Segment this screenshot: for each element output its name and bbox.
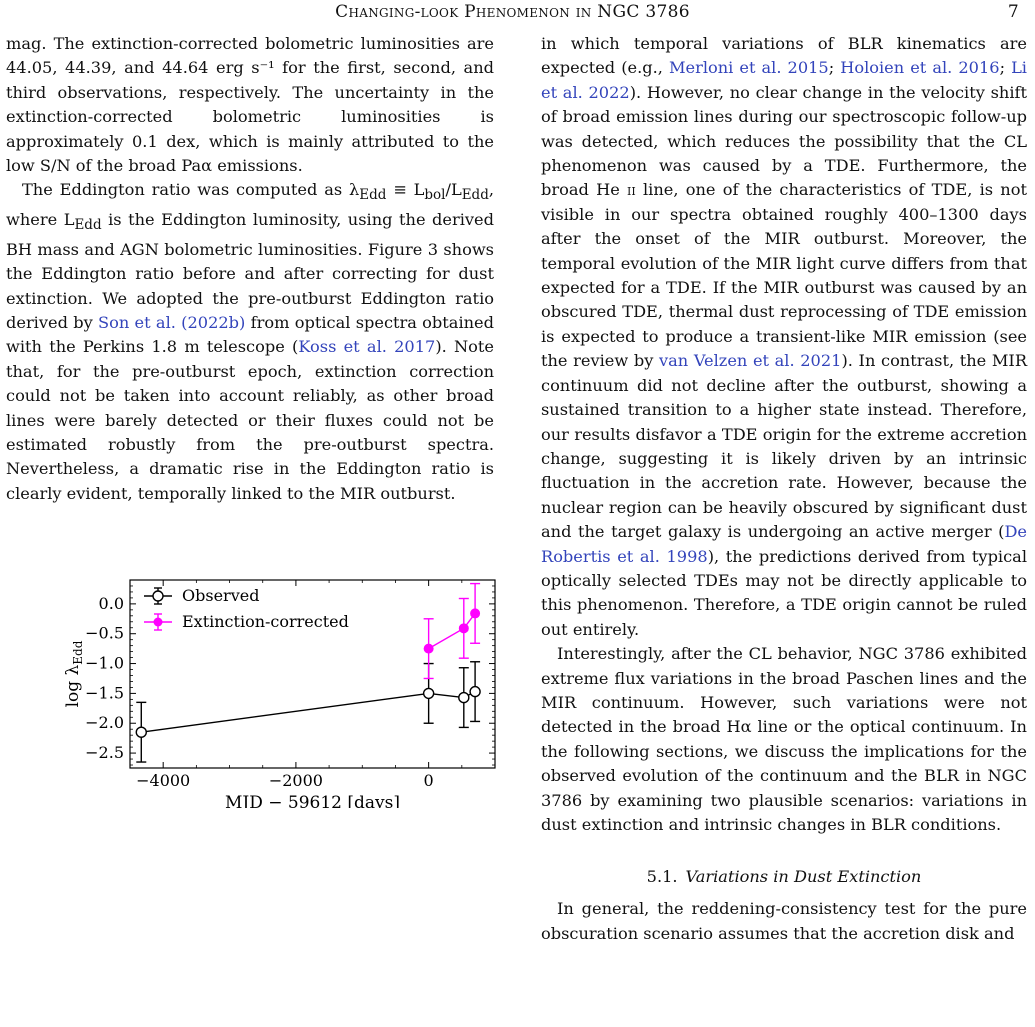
right-column — [541, 32, 1027, 946]
legend-label: Observed — [182, 586, 260, 605]
running-title: Changing-look Phenomenon in NGC 3786 — [335, 2, 690, 22]
x-tick-label: −4000 — [136, 771, 191, 790]
running-header — [6, 2, 1019, 26]
left-paragraph-2 — [6, 178, 494, 506]
data-point — [470, 687, 480, 697]
y-axis-label-subscript: Edd — [71, 640, 85, 665]
subscript: Edd — [74, 217, 102, 234]
section-number: 5.1. — [646, 867, 678, 887]
figure-eddington-ratio — [30, 568, 500, 808]
data-point — [459, 624, 468, 633]
text-span: is the Eddington luminosity, using the derived BH mass and AGN bolometric luminosities. Figure 3 shows the Eddington ratio before and after correcting for dust extinction. We adopted the pre-outburst Eddington ratio derived by — [6, 210, 494, 332]
subscript: Edd — [359, 187, 387, 204]
citation-link[interactable]: De Robertis et al. 1998 — [541, 522, 1027, 566]
left-paragraph-1: mag. The extinction-corrected bolometric luminosities are 44.05, 44.39, and 44.64 erg s⁻¹ for the first, second, and third observations, respectively. The uncertainty in the extinction-corrected bolometric luminosities is approximately 0.1 dex, which is mainly attributed to the low S/N of the broad Paα emissions. — [6, 34, 494, 176]
text-span: The Eddington ratio was computed as λ — [22, 180, 360, 200]
legend-label: Extinction-corrected — [182, 612, 349, 631]
text-span: line, one of the characteristics of TDE, is not visible in our spectra obtained roughly 400–1300 days after the onset of the MIR outburst. Moreover, the temporal evolution of the MIR light curve differs from that expected for a TDE. If the MIR outburst was caused by an obscured TDE, thermal dust reprocessing of TDE emission is expected to produce a transient-like MIR emission (see the review by — [541, 180, 1027, 371]
y-axis-label: $\log \lambda_{Edd}$ — [63, 640, 85, 708]
citation-link[interactable]: Li et al. 2022 — [541, 58, 1027, 102]
page-number: 7 — [1007, 2, 1019, 22]
text-span: , where L — [6, 180, 494, 230]
plot-frame — [130, 580, 495, 768]
x-tick-label: −2000 — [268, 771, 323, 790]
subscript: bol — [424, 187, 446, 204]
text-span: from optical spectra obtained with the Perkins 1.8 m telescope ( — [6, 312, 494, 357]
legend-marker — [154, 618, 163, 627]
text-span: ). Note that, for the pre-outburst epoch, extinction correction could not be taken into account reliably, as other broad lines were barely detected or their fluxes could not be estimated robustly from the pre-outburst spectra. Nevertheless, a dramatic rise in the Eddington ratio is clearly evident, temporally linked to the MIR outburst. — [6, 337, 494, 503]
data-point — [136, 727, 146, 737]
x-axis-label: MJD − 59612 [days] — [225, 793, 400, 808]
citation-link[interactable]: Merloni et al. 2015 — [668, 58, 829, 78]
text-span: ii — [627, 180, 636, 200]
text-span: ). In contrast, the MIR continuum did not decline after the outburst, showing a sustained transition to a higher state instead. Therefore, our results disfavor a TDE origin for the extreme accretion change, suggesting it is likely driven by an intrinsic fluctuation in the accretion rate. However, because the nuclear region can be heavily obscured by significant dust and the target galaxy is undergoing an active merger ( — [541, 351, 1028, 542]
text-span: ≡ L — [386, 180, 425, 200]
left-column — [6, 32, 494, 506]
y-tick-label: −2.0 — [85, 713, 124, 733]
section-heading — [541, 865, 1027, 889]
text-span: ; — [999, 58, 1012, 78]
data-point — [459, 693, 469, 703]
right-paragraph-1 — [541, 32, 1027, 642]
right-paragraph-2: Interestingly, after the CL behavior, NGC 3786 exhibited extreme flux variations in the broad Paschen lines and the MIR continuum. However, such variations were not detected in the broad Hα line or the optical continuum. In the following sections, we discuss the implications for the observed evolution of the continuum and the BLR in NGC 3786 by examining two plausible scenarios: variations in dust extinction and intrinsic changes in BLR conditions. — [541, 644, 1027, 834]
subscript: Edd — [461, 187, 489, 204]
citation-link[interactable]: van Velzen et al. 2021 — [658, 351, 842, 371]
citation-link[interactable]: Holoien et al. 2016 — [840, 58, 1000, 78]
section-title: Variations in Dust Extinction — [685, 867, 922, 887]
y-tick-label: −1.0 — [85, 653, 124, 673]
citation-link[interactable]: Koss et al. 2017 — [298, 337, 436, 357]
data-point — [471, 609, 480, 618]
text-span: ; — [828, 58, 841, 78]
data-point — [424, 644, 433, 653]
text-span: /L — [445, 180, 462, 200]
y-tick-label: −0.5 — [85, 623, 124, 643]
text-span: in which temporal variations of BLR kinematics are expected (e.g., — [541, 34, 1027, 78]
x-tick-label: 0 — [423, 771, 434, 790]
right-paragraph-3: In general, the reddening-consistency test for the pure obscuration scenario assumes that the accretion disk and — [541, 899, 1027, 943]
series-line — [429, 613, 475, 648]
citation-link[interactable]: Son et al. (2022b) — [98, 312, 246, 332]
text-span: ). However, no clear change in the velocity shift of broad emission lines during our spectroscopic follow-up was detected, which reduces the possibility that the CL phenomenon was caused by a TDE. Furthermore, the broad He — [541, 82, 1027, 200]
eddington-ratio-chart — [30, 568, 500, 808]
text-span: ), the predictions derived from typical optically selected TDEs may not be directly applicable to this phenomenon. Therefore, a TDE origin cannot be ruled out entirely. — [541, 546, 1027, 639]
y-tick-label: −1.5 — [85, 683, 124, 703]
legend-marker — [153, 591, 163, 601]
data-point — [424, 688, 434, 698]
y-tick-label: 0.0 — [98, 593, 124, 613]
y-tick-label: −2.5 — [85, 743, 124, 763]
